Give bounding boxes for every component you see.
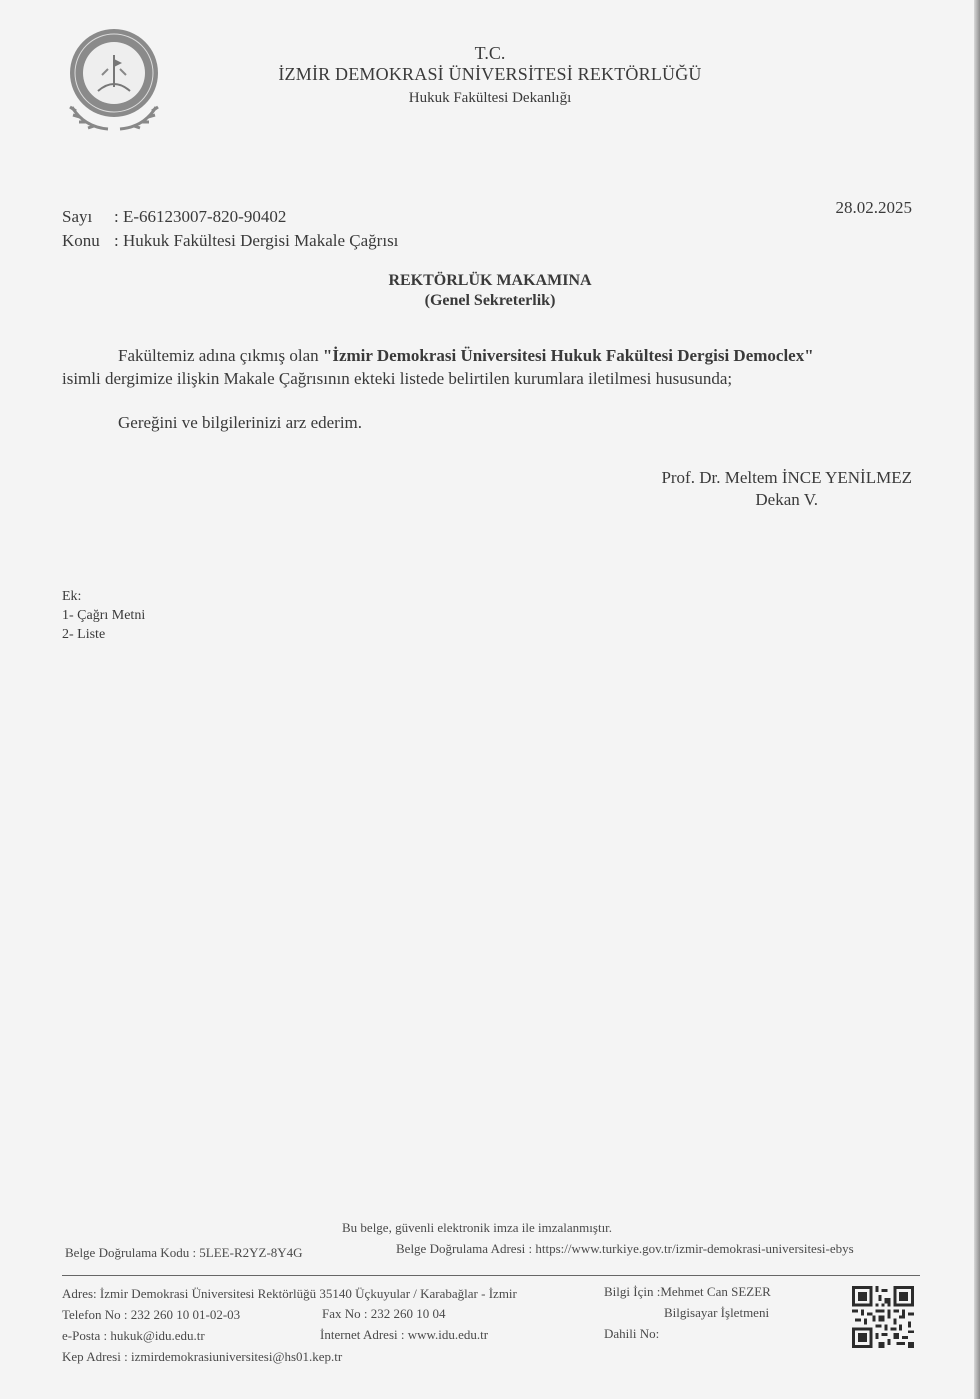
signatory-name: Prof. Dr. Meltem İNCE YENİLMEZ xyxy=(661,468,912,487)
sayi-line xyxy=(62,207,286,227)
signature-block xyxy=(661,468,912,510)
header-university: İZMİR DEMOKRASİ ÜNİVERSİTESİ REKTÖRLÜĞÜ xyxy=(278,64,702,84)
journal-name: "İzmir Demokrasi Üniversitesi Hukuk Fakültesi Dergisi Democlex" xyxy=(322,346,814,365)
konu-label: Konu xyxy=(62,231,100,250)
body-paragraph-1-line2: isimli dergimize ilişkin Makale Çağrısının ekteki listede belirtilen kurumlara iletilmesi hususunda; xyxy=(62,369,733,388)
footer-phone: Telefon No : 232 260 10 01-02-03 xyxy=(62,1307,241,1322)
university-logo xyxy=(58,25,170,137)
attachments-label: Ek: xyxy=(62,589,82,604)
info-role: Bilgisayar İşletmeni xyxy=(664,1305,770,1320)
footer-website: İnternet Adresi : www.idu.edu.tr xyxy=(320,1327,489,1342)
attachment-item: 2- Liste xyxy=(62,627,106,642)
footer-divider xyxy=(62,1275,920,1276)
scan-edge xyxy=(974,0,980,1399)
footer-kep: Kep Adresi : izmirdemokrasiuniversitesi@hs01.kep.tr xyxy=(62,1349,343,1364)
esign-note: Bu belge, güvenli elektronik imza ile imzalanmıştır. xyxy=(342,1220,613,1235)
verification-code: Belge Doğrulama Kodu : 5LEE-R2YZ-8Y4G xyxy=(65,1245,303,1260)
verification-address: Belge Doğrulama Adresi : https://www.turkiye.gov.tr/izmir-demokrasi-universitesi-ebys xyxy=(396,1241,854,1256)
header-tc: T.C. xyxy=(474,43,506,63)
sayi-label: Sayı xyxy=(62,207,93,226)
addressee-title: REKTÖRLÜK MAKAMINA xyxy=(388,272,592,289)
addressee-subtitle: (Genel Sekreterlik) xyxy=(424,292,556,309)
body-p1-start: Fakültemiz adına çıkmış olan xyxy=(118,346,323,365)
qr-code xyxy=(852,1286,914,1348)
document-date: 28.02.2025 xyxy=(835,198,912,217)
extension: Dahili No: xyxy=(604,1326,660,1341)
body-paragraph-2: Gereğini ve bilgilerinizi arz ederim. xyxy=(118,413,363,432)
header-faculty: Hukuk Fakültesi Dekanlığı xyxy=(408,90,572,106)
footer-email: e-Posta : hukuk@idu.edu.tr xyxy=(62,1328,205,1343)
body-paragraph-1 xyxy=(118,346,814,366)
sayi-value: : E-66123007-820-90402 xyxy=(114,207,287,226)
konu-line xyxy=(62,231,398,251)
signatory-title: Dekan V. xyxy=(755,490,819,509)
konu-value: : Hukuk Fakültesi Dergisi Makale Çağrısı xyxy=(114,231,399,250)
footer-address: Adres: İzmir Demokrasi Üniversitesi Rektörlüğü 35140 Üçkuyular / Karabağlar - İzmir xyxy=(62,1286,517,1301)
attachment-item: 1- Çağrı Metni xyxy=(62,608,146,623)
footer-fax: Fax No : 232 260 10 04 xyxy=(322,1306,446,1321)
info-contact: Bilgi İçin :Mehmet Can SEZER xyxy=(604,1284,771,1299)
